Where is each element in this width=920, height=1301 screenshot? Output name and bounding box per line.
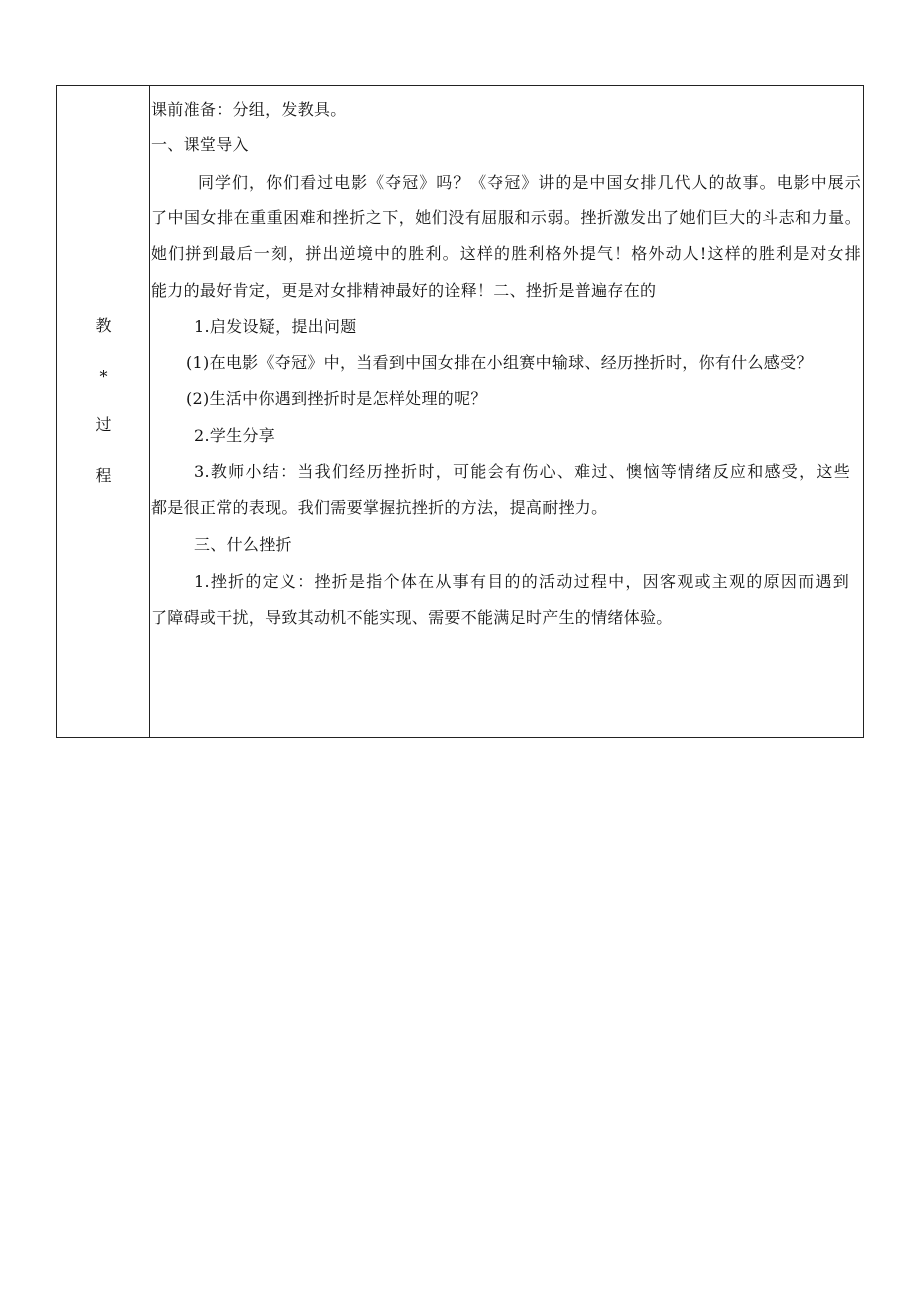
definition-line: 了障碍或干扰，导致其动机不能实现、需要不能满足时产生的情绪体验。	[151, 608, 673, 627]
section-label-cell	[57, 86, 150, 737]
label-char-star: *	[99, 367, 108, 386]
label-char-cheng: 程	[95, 466, 112, 485]
paragraph-line: 能力的最好肯定，更是对女排精神最好的诠释！二、挫折是普遍存在的	[151, 281, 657, 300]
subheading-share: 2.学生分享	[194, 426, 276, 445]
summary-line: 3.教师小结：当我们经历挫折时，可能会有伤心、难过、懊恼等情绪反应和感受，这些	[194, 462, 850, 481]
label-char-jiao: 教	[95, 316, 112, 335]
paragraph-line: 了中国女排在重重困难和挫折之下，她们没有屈服和示弱。挫折激发出了她们巨大的斗志和力量。	[151, 208, 861, 227]
prep-line: 课前准备：分组，发教具。	[151, 100, 347, 119]
summary-line: 都是很正常的表现。我们需要掌握抗挫折的方法，提高耐挫力。	[151, 498, 608, 517]
section-heading-intro: 一、课堂导入	[151, 135, 249, 154]
label-char-guo: 过	[95, 415, 112, 434]
subheading-question: 1.启发设疑，提出问题	[194, 317, 357, 336]
paragraph-line: 同学们，你们看过电影《夺冠》吗？《夺冠》讲的是中国女排几代人的故事。电影中展示	[198, 173, 861, 192]
paragraph-line: 她们拼到最后一刻，拼出逆境中的胜利。这样的胜利格外提气！格外动人!这样的胜利是对女排	[151, 244, 861, 263]
lesson-content-cell	[150, 86, 863, 737]
question-1: (1)在电影《夺冠》中，当看到中国女排在小组赛中输球、经历挫折时，你有什么感受？	[186, 353, 813, 372]
section-heading-frustration: 三、什么挫折	[194, 535, 292, 554]
definition-line: 1.挫折的定义：挫折是指个体在从事有目的的活动过程中，因客观或主观的原因而遇到	[194, 572, 849, 591]
question-2: (2)生活中你遇到挫折时是怎样处理的呢？	[186, 389, 487, 408]
lesson-table	[56, 85, 864, 738]
